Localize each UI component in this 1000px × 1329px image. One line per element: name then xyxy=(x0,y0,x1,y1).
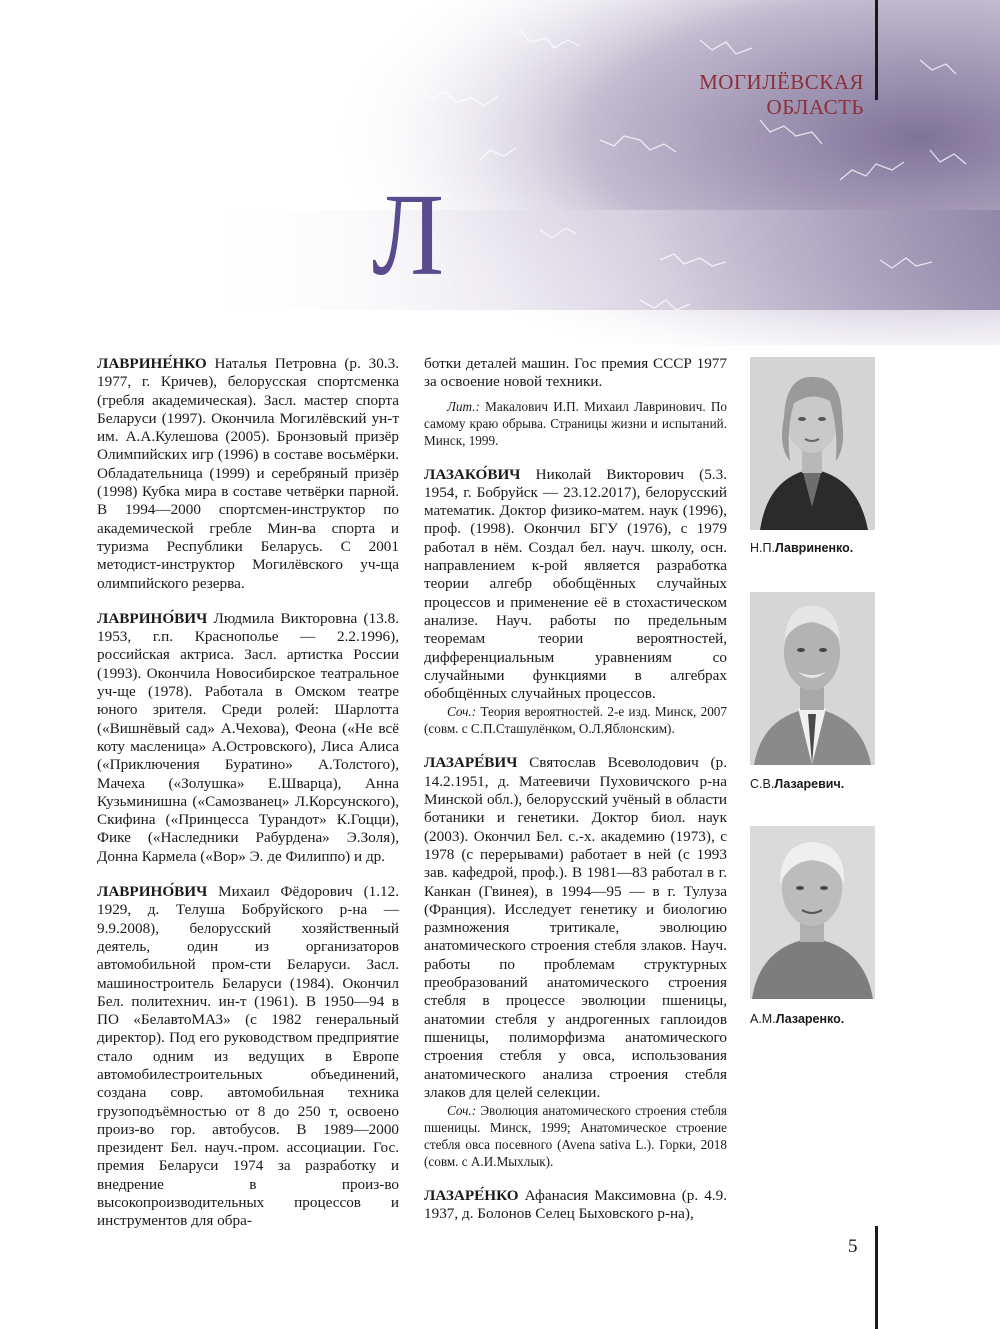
reference-text: Эволюция анатомического строения стебля пшеницы. Минск, 1999; Анатомическое строение стебля овса посевного (Avena sativa L.). Горки, 2018 (совм. с А.И.Мыхлык). xyxy=(424,1103,727,1170)
entry-headword: ЛАВРИНО́ВИЧ xyxy=(97,883,208,901)
entry xyxy=(424,466,727,738)
photo-caption xyxy=(750,1012,844,1026)
entry-body: Афанасия Максимовна (р. 4.9. 1937, д. Болонов Селец Быховского р-на), xyxy=(424,1187,727,1223)
entry xyxy=(424,1187,727,1224)
entry-body: Людмила Викторовна (13.8. 1953, г.п. Краснополье — 2.2.1996), российская актриса. Засл. артистка России (1993). Окончила Новосибирское театральное уч-ще (1978). Работала в Омском театре юного зрителя. Среди ролей: Шарлотта («Вишнёвый сад» А.Чехова), Феона («Не всё коту масленица» А.Островского), Лиса Алиса («Приключения Буратино» А.Толстого), Мачеха («Золушка» Е.Шварца), Анна Кузьминишна («Самозванец» Л.Корсунского), Скифина («Принцесса Турандот» К.Гоцци), Фике («Наследники Рабурдена» Э.Золя), Донна Кармела («Вор» Э. де Филиппо) и др. xyxy=(97,609,399,865)
reference-label: Соч.: xyxy=(447,704,477,720)
reference-label: Соч.: xyxy=(447,1103,477,1119)
caption-initials: А.М. xyxy=(750,1012,776,1026)
header-band xyxy=(0,0,1000,345)
margin-rule-top xyxy=(875,0,878,100)
entry-body: Михаил Фёдорович (1.12. 1929, д. Телуша Бобруйского р-на — 9.9.2008), белорусский хозяйственный деятель, один из организаторов автомобильной пром-сти Беларуси. Засл. машиностроитель Беларуси (1984). Окончил Бел. политехнич. ин-т (1961). В 1950—94 в ПО «БелавтоМАЗ» (с 1982 генеральный директор). Под его руководством предприятие стало одним из ведущих в Европе автомобилестроительных объединений, создана совр. автомобильная техника грузоподъёмностью от 8 до 250 т, освоено произ-во гор. автобусов. В 1989—2000 президент Бел. науч.-пром. ассоциации. Гос. премия Беларуси 1974 за разработку и внедрение в произ-во высокопроизводительных процессов и инструментов для обра- xyxy=(97,883,399,1230)
entry-headword: ЛАЗАРЕ́НКО xyxy=(424,1187,519,1205)
photo-caption xyxy=(750,777,844,791)
portrait-man-image xyxy=(750,592,875,765)
portrait-photo xyxy=(750,592,875,765)
header-background xyxy=(0,0,1000,345)
entry-headword: ЛАВРИНО́ВИЧ xyxy=(97,609,208,627)
reference-label: Лит.: xyxy=(447,398,480,414)
text-column-left xyxy=(97,355,399,1248)
entry xyxy=(97,355,399,593)
caption-initials: Н.П. xyxy=(750,541,775,555)
caption-surname: Лавриненко. xyxy=(774,541,854,555)
caption-surname: Лазаревич. xyxy=(774,777,845,791)
portrait-photo xyxy=(750,826,875,999)
entry-body: Николай Викторович (5.3. 1954, г. Бобруйск — 23.12.2017), белорусский математик. Доктор физико-матем. наук (1996), проф. (1998). Окончил БГУ (1976), с 1979 работал в нём. Создал бел. науч. школу, осн. направлением к-рой является разработка теории алгебр обобщённых случайных процессов и применение её в стохастическом анализе. Науч. работы по предельным теоремам теории вероятностей, дифференциальным уравнениям со случайными функциями в алгебрах обобщённых случайных процессов. xyxy=(424,465,727,703)
caption-initials: С.В. xyxy=(750,777,775,791)
portrait-photo xyxy=(750,357,875,530)
section-letter: Л xyxy=(372,169,445,300)
reference-text: Макалович И.П. Михаил Лавринович. По самому краю обрыва. Страницы жизни и испытаний. Минск, 1999. xyxy=(424,398,727,448)
text-column-right xyxy=(424,355,727,1241)
works-reference xyxy=(424,703,727,737)
photo-caption xyxy=(750,541,853,555)
margin-rule-bottom xyxy=(875,1226,878,1329)
page-number: 5 xyxy=(848,1236,858,1257)
works-reference xyxy=(424,1102,727,1170)
entry-body: Наталья Петровна (р. 30.3. 1977, г. Кричев), белорусская спортсменка (гребля академическая). Засл. мастер спорта Беларуси (1997). Окончила Могилёвский ун-т им. А.А.Кулешова (2005). Бронзовый призёр Олимпийских игр (1996) в составе восьмёрки. Обладательница (1999) и серебряный призёр (1998) Кубка мира в составе четвёрки парной. В 1994—2000 спортсмен-инструктор по академической гребле Мин-ва спорта и туризма Республики Беларусь. С 2001 методист-инструктор Могилёвского уч-ща олимпийского резерва. xyxy=(97,355,399,592)
entry xyxy=(424,754,727,1170)
literature-reference xyxy=(424,398,727,449)
entry-headword: ЛАВРИНЕ́НКО xyxy=(97,355,207,372)
entry-headword: ЛАЗАРЕ́ВИЧ xyxy=(424,754,518,772)
portrait-elderly-woman-image xyxy=(750,826,875,999)
caption-surname: Лазаренко. xyxy=(775,1012,845,1026)
portrait-woman-image xyxy=(750,357,875,530)
entry xyxy=(97,610,399,866)
entry-body: Святослав Всеволодович (р. 14.2.1951, д. Матеевичи Пуховичского р-на Минской обл.), белорусский учёный в области ботаники и генетики. Доктор биол. наук (2003). Окончил Бел. с.-х. академию (1973), с 1978 (с перерывами) работает в ней (с 1993 зав. кафедрой, проф.). В 1981—83 работал в г. Канкан (Гвинея), в 1994—95 — в г. Тулуза (Франция). Исследует генетику и биологию размножения тритикале, эволюцию анатомического строения стебля злаков. Науч. работы по проблемам структурных преобразований анатомического строения стебля в процессе эволюции пшеницы, анатомии стебля у андрогенных гаплоидов пшеницы, полиморфизма анатомического строения стебля у овса, использования анатомического анализа строения стебля злаков для целей селекции. xyxy=(424,754,727,1101)
entry-headword: ЛАЗАКО́ВИЧ xyxy=(424,465,521,483)
region-title: МОГИЛЁВСКАЯ ОБЛАСТЬ xyxy=(699,70,864,119)
entry-continuation: ботки деталей машин. Гос премия СССР 1977 за освоение новой техники. xyxy=(424,355,727,391)
entry xyxy=(97,883,399,1231)
reference-text: Теория вероятностей. 2-е изд. Минск, 2007 (совм. с С.П.Сташулёнком, О.Л.Яблонским). xyxy=(424,704,727,737)
